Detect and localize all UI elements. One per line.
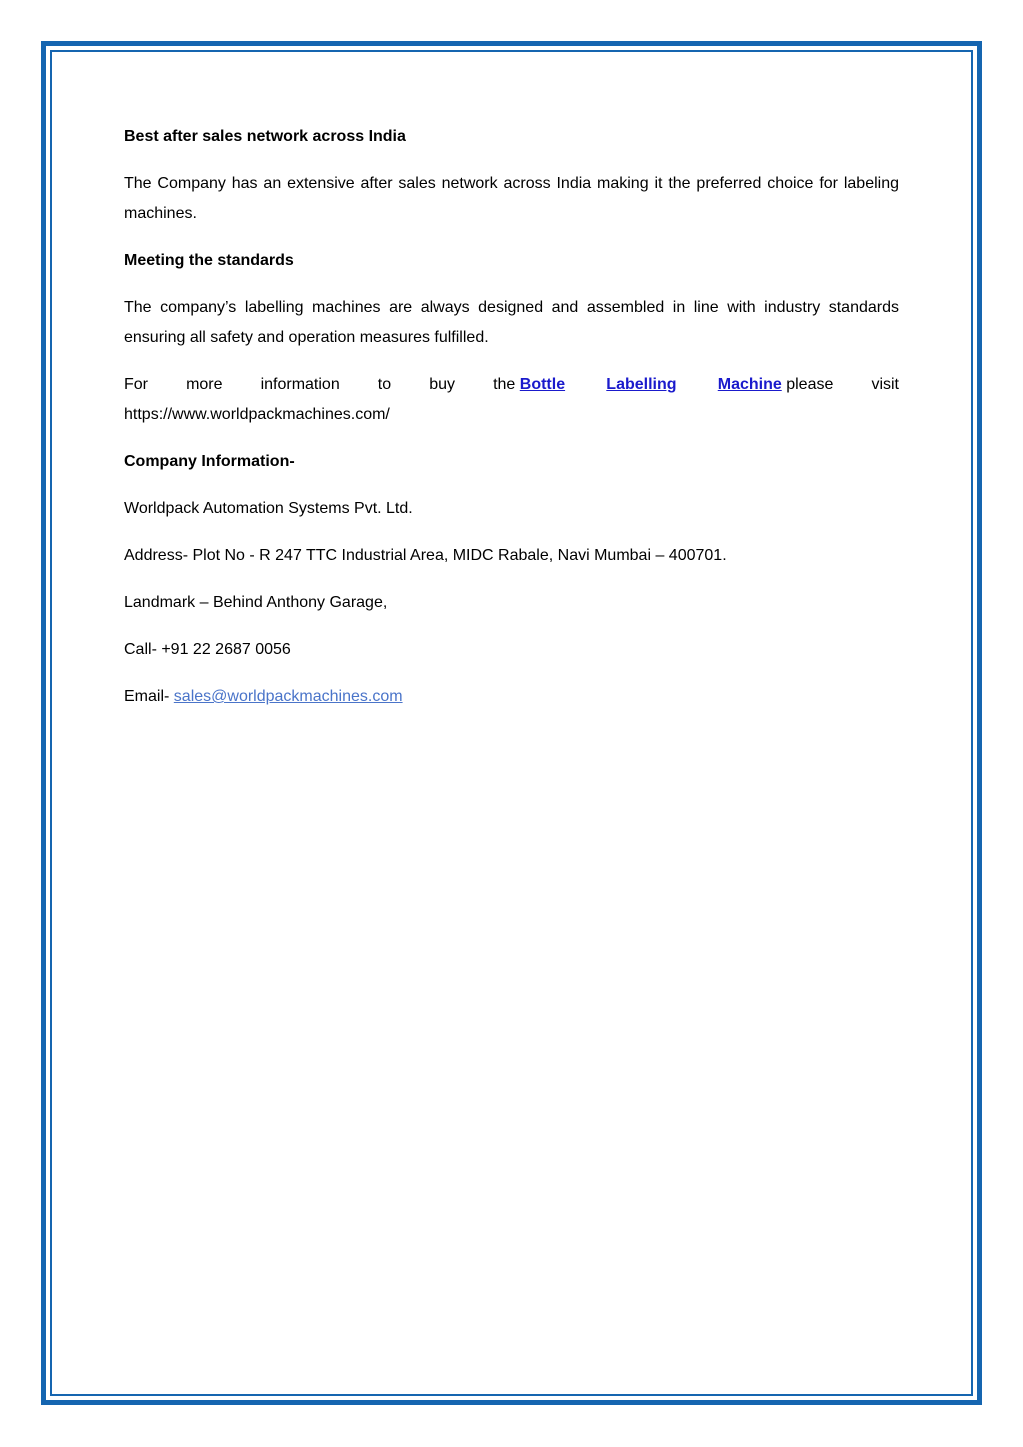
- more-info-word: more: [186, 376, 223, 393]
- more-info-word: visit: [871, 376, 899, 393]
- after-sales-paragraph: The Company has an extensive after sales network across India making it the preferred choice for labeling machines.: [124, 175, 899, 222]
- document-body: [124, 122, 899, 729]
- company-name: Worldpack Automation Systems Pvt. Ltd.: [124, 500, 413, 517]
- more-info-paragraph: [124, 370, 899, 430]
- company-address: Address- Plot No - R 247 TTC Industrial Area, MIDC Rabale, Navi Mumbai – 400701.: [124, 547, 727, 564]
- standards-heading: Meeting the standards: [124, 252, 294, 269]
- link-word: Bottle: [519, 376, 566, 393]
- more-info-link-group: [493, 370, 833, 400]
- company-phone: Call- +91 22 2687 0056: [124, 641, 291, 658]
- standards-paragraph: The company’s labelling machines are always designed and assembled in line with industry standards ensuring all safety and operation measures fulfilled.: [124, 299, 899, 346]
- more-info-word: For: [124, 376, 148, 393]
- link-word: Machine: [717, 376, 782, 393]
- email-label: Email-: [124, 688, 170, 705]
- more-info-word: information: [260, 376, 340, 393]
- more-info-word: the: [493, 376, 516, 393]
- website-url: https://www.worldpackmachines.com/: [124, 406, 390, 423]
- company-info-heading: Company Information-: [124, 453, 295, 470]
- after-sales-heading: Best after sales network across India: [124, 128, 406, 145]
- link-word: Labelling: [606, 376, 677, 393]
- more-info-word: to: [377, 376, 392, 393]
- bottle-labelling-machine-link[interactable]: [520, 370, 782, 400]
- company-email-line: [124, 682, 899, 712]
- more-info-word: please: [786, 376, 834, 393]
- more-info-line: [124, 370, 899, 400]
- company-landmark: Landmark – Behind Anthony Garage,: [124, 594, 388, 611]
- email-link[interactable]: sales@worldpackmachines.com: [173, 688, 403, 705]
- more-info-word: buy: [429, 376, 455, 393]
